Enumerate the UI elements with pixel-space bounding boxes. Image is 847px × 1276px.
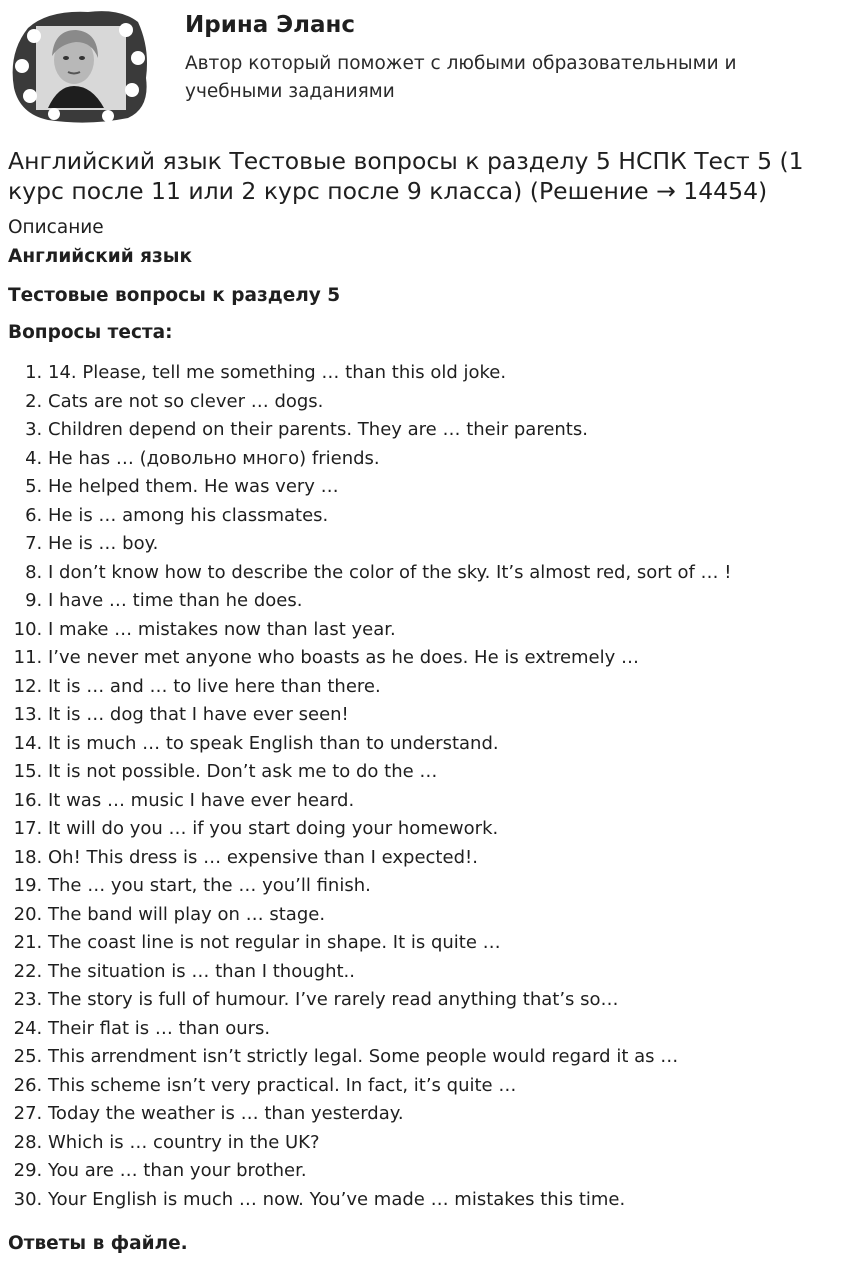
question-item: 6. He is … among his classmates. [48,502,847,531]
page-title: Английский язык Тестовые вопросы к разделу 5 НСПК Тест 5 (1 курс после 11 или 2 курс после 9 класса) (Решение → 14454) [8,147,804,205]
question-item: 3. Children depend on their parents. They are … their parents. [48,416,847,445]
question-item: 17. It will do you … if you start doing your homework. [48,815,847,844]
question-item: 9. I have … time than he does. [48,587,847,616]
question-item: 29. You are … than your brother. [48,1157,847,1186]
question-item: 10. I make … mistakes now than last year. [48,616,847,645]
answers-note: Ответы в файле. [8,1233,188,1254]
question-item: 25. This arrendment isn’t strictly legal. Some people would regard it as … [48,1043,847,1072]
question-item: 2. Cats are not so clever … dogs. [48,388,847,417]
question-item: 26. This scheme isn’t very practical. In fact, it’s quite … [48,1072,847,1101]
question-item: 15. It is not possible. Don’t ask me to do the … [48,758,847,787]
description-label: Описание [8,217,104,238]
author-avatar [8,8,150,126]
question-item: 28. Which is … country in the UK? [48,1129,847,1158]
question-item: 22. The situation is … than I thought.. [48,958,847,987]
question-item: 23. The story is full of humour. I’ve rarely read anything that’s so… [48,986,847,1015]
question-item: 19. The … you start, the … you’ll finish. [48,872,847,901]
question-item: 21. The coast line is not regular in shape. It is quite … [48,929,847,958]
question-item: 8. I don’t know how to describe the color of the sky. It’s almost red, sort of … ! [48,559,847,588]
author-name: Ирина Эланс [185,12,356,38]
question-item: 5. He helped them. He was very … [48,473,847,502]
question-item: 30. Your English is much … now. You’ve made … mistakes this time. [48,1186,847,1215]
question-item: 14. It is much … to speak English than to understand. [48,730,847,759]
question-item: 12. It is … and … to live here than there. [48,673,847,702]
section-label: Тестовые вопросы к разделу 5 [8,285,341,306]
question-item: 7. He is … boy. [48,530,847,559]
question-item: 11. I’ve never met anyone who boasts as he does. He is extremely … [48,644,847,673]
question-item: 27. Today the weather is … than yesterday. [48,1100,847,1129]
questions-header: Вопросы теста: [8,322,173,343]
question-item: 24. Their flat is … than ours. [48,1015,847,1044]
author-header [0,0,847,130]
author-description: Автор который поможет с любыми образовательными и учебными заданиями [185,53,737,102]
question-item: 13. It is … dog that I have ever seen! [48,701,847,730]
question-item: 1. 14. Please, tell me something … than this old joke. [48,359,847,388]
question-item: 20. The band will play on … stage. [48,901,847,930]
questions-list [0,359,847,1214]
question-item: 18. Oh! This dress is … expensive than I expected!. [48,844,847,873]
question-item: 4. He has … (довольно много) friends. [48,445,847,474]
subject-label: Английский язык [8,246,193,267]
question-item: 16. It was … music I have ever heard. [48,787,847,816]
